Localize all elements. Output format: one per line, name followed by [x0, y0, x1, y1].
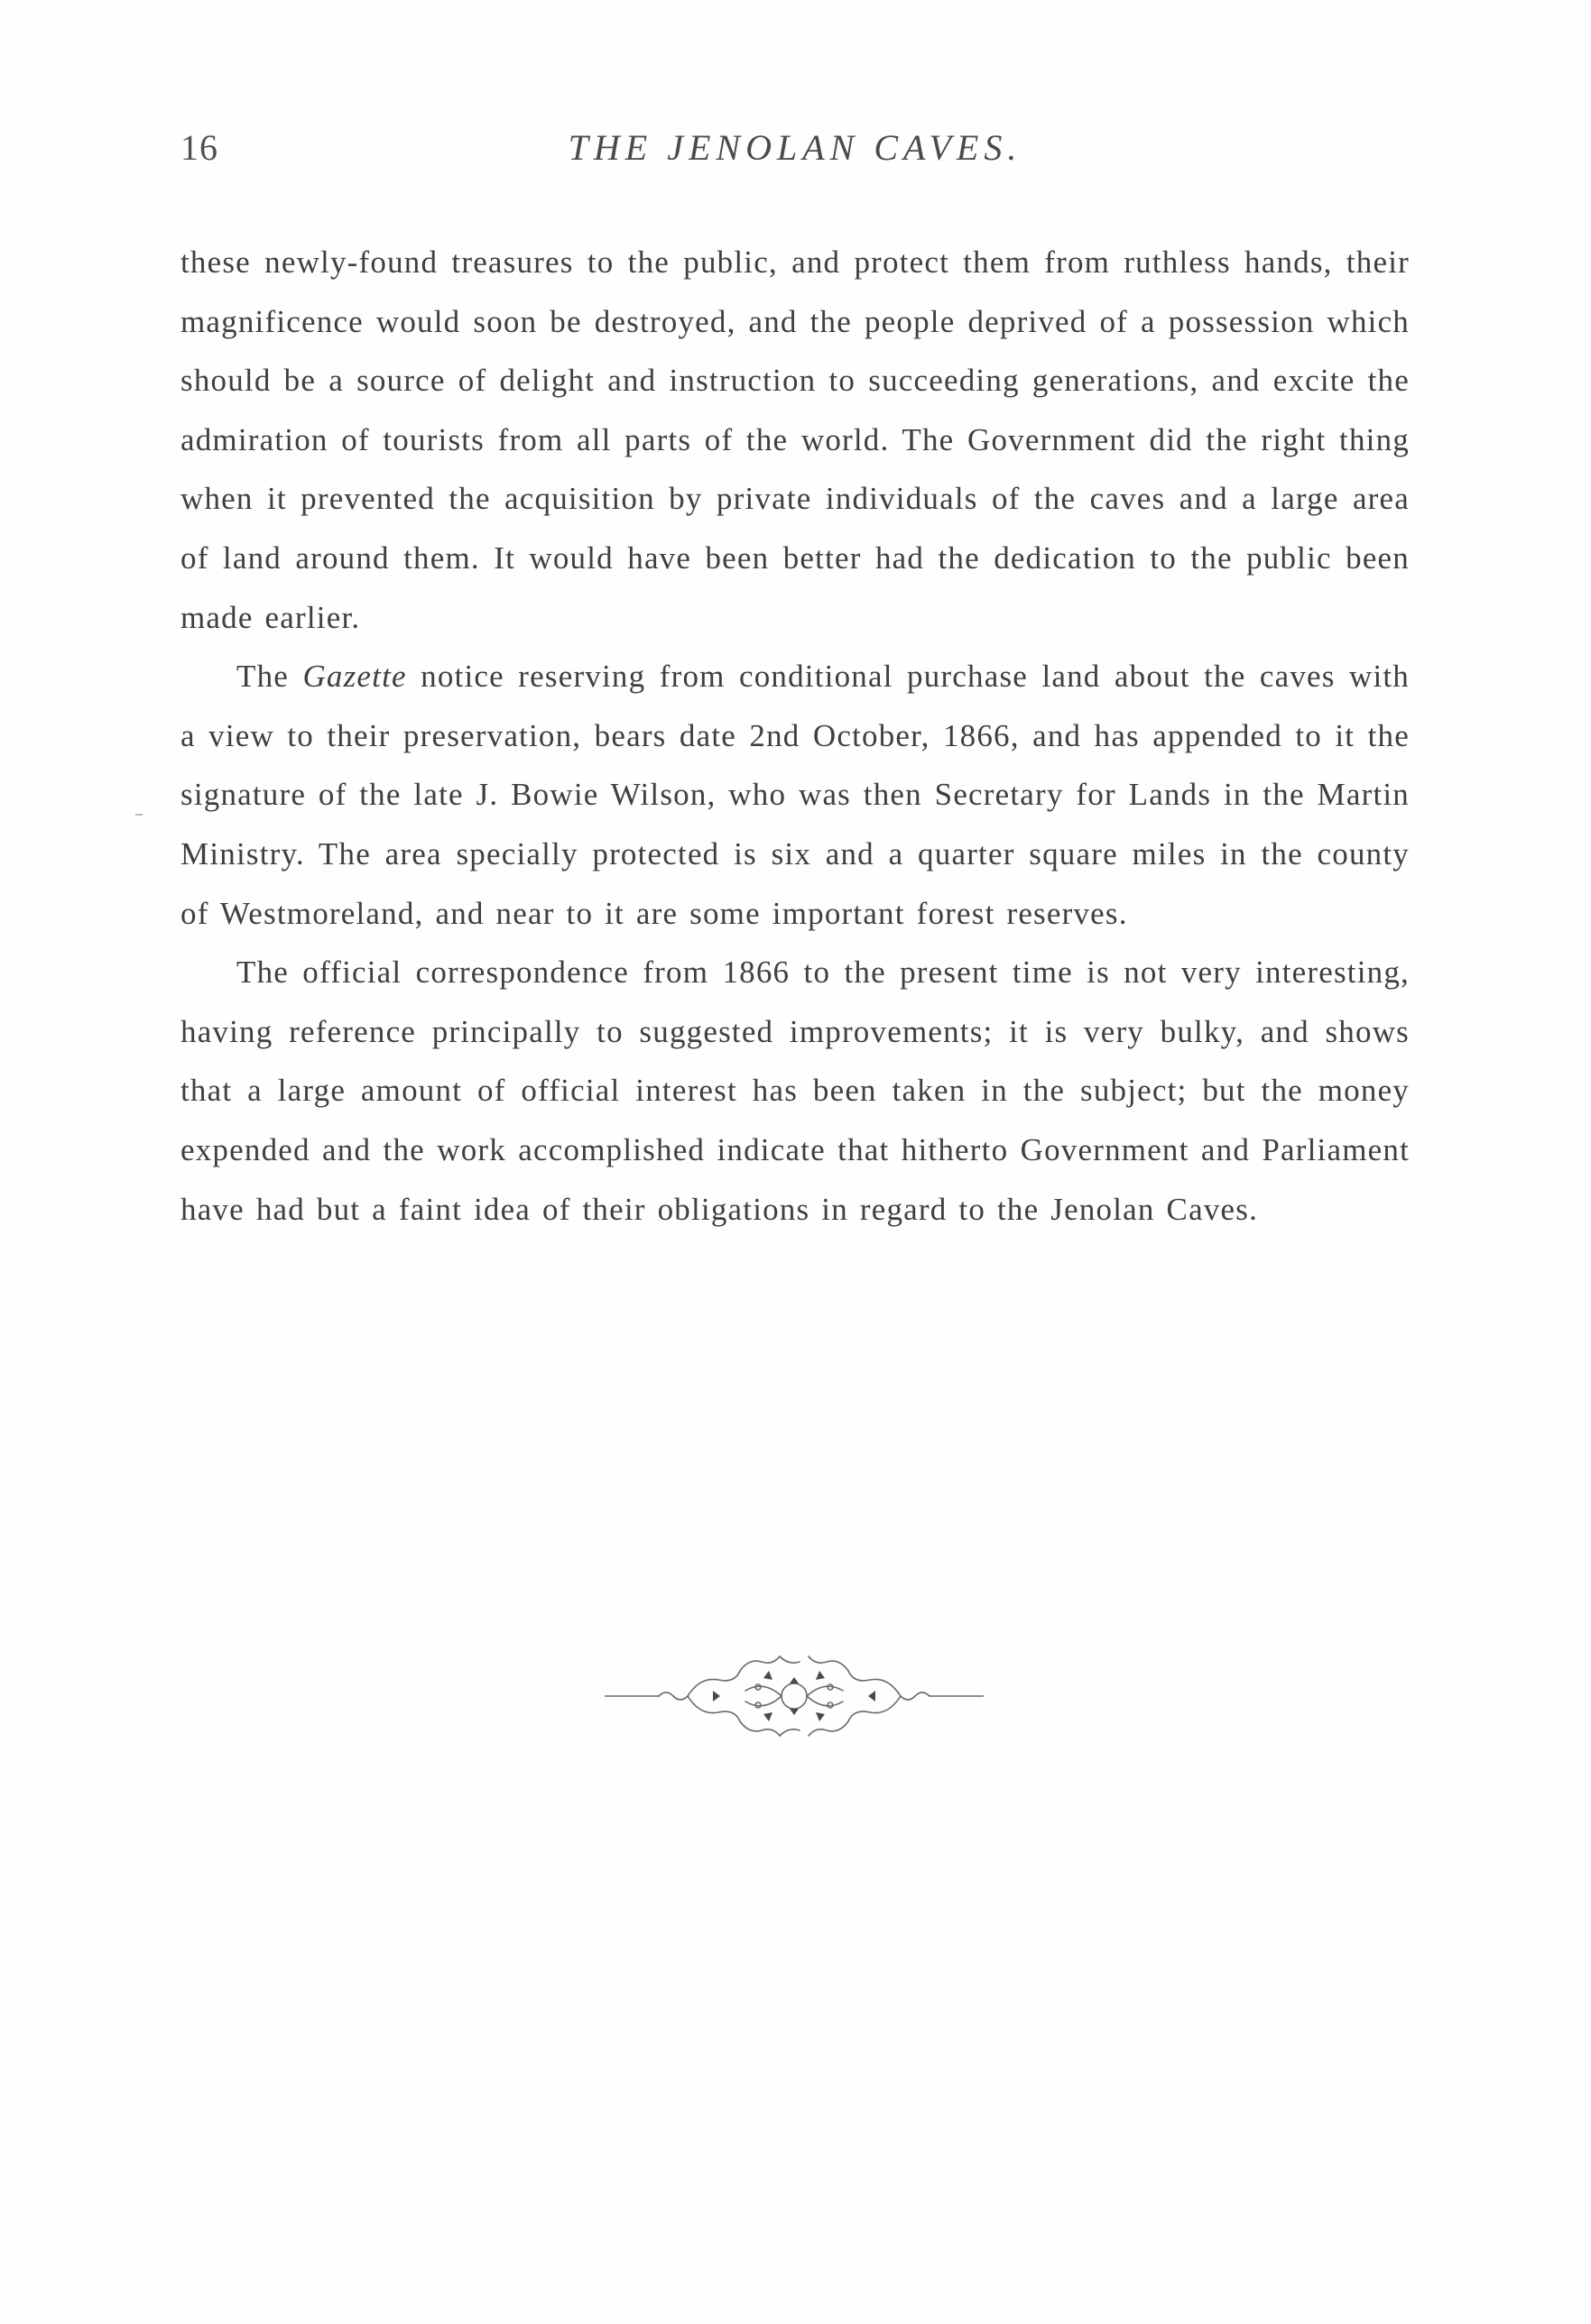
- paragraph-2: [180, 647, 1410, 943]
- paragraph-3: The official correspondence from 1866 to the present time is not very interesting, having reference principally to suggested improvements; it is very bulky, and shows that a large amount of official interest has been taken in the subject; but the money expended and the work accomplished indicate that hitherto Government and Parliament have had but a faint idea of their obligations in regard to the Jenolan Caves.: [180, 954, 1410, 1227]
- running-title: THE JENOLAN CAVES.: [568, 127, 1022, 168]
- floral-tailpiece-icon: [605, 1651, 984, 1741]
- paragraph-2-lead: The: [236, 659, 303, 695]
- page-number: 16: [180, 127, 218, 168]
- paragraph-1: these newly-found treasures to the public, and protect them from ruthless hands, their magnificence would soon be destroyed, and the people deprived of a possession which should be a source of delight and instruction to succeeding generations, and excite the admiration of tourists from all parts of the world. The Government did the right thing when it prevented the acquisition by private individuals of the caves and a large area of land around them. It would have been better had the dedication to the public been made earlier.: [180, 244, 1410, 635]
- running-head: [180, 126, 1410, 180]
- gazette-italic: Gazette: [302, 659, 407, 695]
- margin-mark: [135, 814, 143, 816]
- body-text: [180, 233, 1410, 1239]
- paragraph-2-rest: notice reserving from conditional purchase land about the caves with a view to their preservation, bears date 2nd October, 1866, and has appended to it the signature of the late J. Bowie Wilson, who was then Secretary for Lands in the Martin Ministry. The area specially protected is six and a quarter square miles in the county of Westmoreland, and near to it are some important forest reserves.: [180, 659, 1411, 931]
